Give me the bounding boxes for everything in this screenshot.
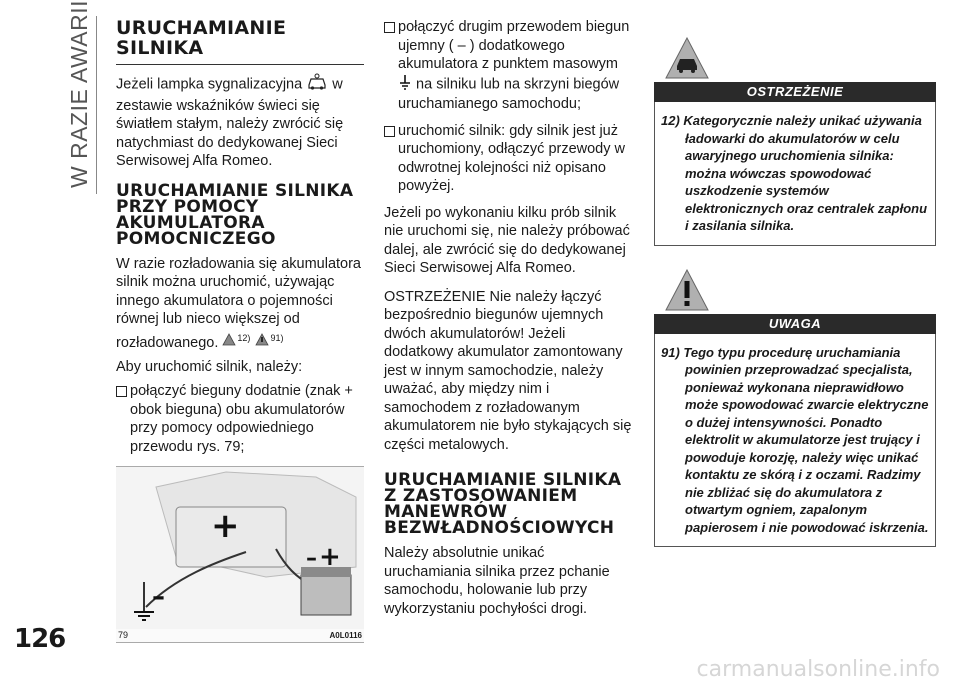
car-warning-triangle-icon	[664, 67, 710, 84]
warning-number: 12)	[661, 113, 680, 128]
step-connect-positive	[116, 382, 364, 456]
step-text: połączyć bieguny dodatnie (znak + obok bieguna) obu akumulatorów przy pomocy odpowiedniego przewodu rys. 79;	[130, 383, 353, 455]
caution-sign	[654, 268, 936, 314]
checkbox-bullet-icon	[384, 22, 395, 33]
reference-91: 91)	[270, 332, 284, 343]
heading-engine-start: URUCHAMIANIE SILNIKA	[116, 17, 287, 59]
svg-text:+: +	[319, 542, 341, 573]
svg-text:+: +	[211, 506, 240, 547]
car-warning-triangle-icon	[222, 333, 236, 352]
step-start-engine	[384, 122, 634, 196]
warning-sign	[654, 36, 936, 82]
ground-symbol-icon	[398, 74, 412, 96]
car-key-warning-icon	[306, 73, 328, 97]
caution-triangle-icon	[255, 333, 269, 352]
column-2	[384, 18, 634, 624]
warning-text: Kategorycznie należy unikać używania ładowarki do akumulatorów w celu awaryjnego uruchomienia silnika: można wówczas spowodować uszkodzenie systemów elektronicznych oraz centralek zapłonu i zasilania silnika.	[683, 113, 928, 233]
paragraph-text: w zestawie wskaźników świeci się światłem stałym, należy zwrócić się natychmiast do dedykowanej Sieci Serwisowej Alfa Romeo.	[116, 76, 344, 169]
warning-item	[661, 112, 929, 235]
caution-item	[661, 344, 929, 537]
step-text: na silniku lub na skrzyni biegów uruchamianego samochodu;	[398, 76, 620, 112]
paragraph-steps-intro: Aby uruchomić silnik, należy:	[116, 358, 303, 375]
reference-12: 12)	[237, 332, 251, 343]
caution-number: 91)	[661, 344, 680, 360]
heading-jump-start: URUCHAMIANIE SILNIKA PRZY POMOCY AKUMULATORA POMOCNICZEGO	[116, 180, 354, 249]
svg-text:–: –	[306, 546, 317, 572]
svg-text:–: –	[152, 582, 165, 613]
paragraph-text: Jeżeli lampka sygnalizacyjna	[116, 76, 303, 93]
step-connect-negative	[384, 18, 634, 114]
column-3	[654, 36, 936, 547]
caution-text: Tego typu procedurę uruchamiania powinien przeprowadzać specjalista, ponieważ wykonana nieprawidłowo może spowodować zwarcie elektryczne o dużej intensywności. Ponadto elektrolit w akumulatorze jest trujący i powoduje korozję, należy więc unikać kontaktu ze skórą i z oczami. Radzimy nie zbliżać się do akumulatora z otwartym ogniem, zapalonym papierosem i nie powodować iskrzenia.	[683, 344, 929, 535]
heading-rule	[116, 64, 364, 65]
page-number: 126	[14, 624, 66, 654]
heading-push-start: URUCHAMIANIE SILNIKA Z ZASTOSOWANIEM MANEWRÓW BEZWŁADNOŚCIOWYCH	[384, 470, 622, 538]
caution-triangle-icon	[664, 299, 710, 316]
paragraph-warning-negative: OSTRZEŻENIE Nie należy łączyć bezpośrednio biegunów ujemnych dwóch akumulatorów! Jeżeli dodatkowy akumulator zamontowany jest w innym samochodzie, należy uważać, aby między nim i samochodem z rozładowanym akumulatorem nie było stykających się części metalowych.	[384, 288, 632, 453]
section-side-title: W RAZIE AWARII	[66, 0, 92, 188]
battery-illustration	[116, 467, 364, 629]
paragraph-failed-attempts: Jeżeli po wykonaniu kilku prób silnik nie uruchomi się, nie należy próbować dalej, ale zwrócić się do dedykowanej Sieci Serwisowej Alfa Romeo.	[384, 204, 630, 276]
paragraph-warning-lamp	[116, 73, 364, 171]
watermark: carmanualsonline.info	[696, 657, 940, 682]
checkbox-bullet-icon	[116, 386, 127, 397]
figure-jump-start	[116, 466, 364, 643]
warning-box-title: OSTRZEŻENIE	[654, 82, 936, 102]
figure-number: 79	[118, 630, 129, 641]
caution-box	[654, 334, 936, 548]
caution-box-title: UWAGA	[654, 314, 936, 334]
checkbox-bullet-icon	[384, 126, 395, 137]
step-text: połączyć drugim przewodem biegun ujemny ( – ) dodatkowego akumulatora z punktem masowym	[398, 19, 630, 72]
paragraph-push-start: Należy absolutnie unikać uruchamiania silnika przez pchanie samochodu, holowanie lub przy wykorzystaniu pochyłości drogi.	[384, 545, 610, 617]
figure-code: A0L0116	[329, 631, 362, 641]
step-text: uruchomić silnik: gdy silnik jest już uruchomiony, odłączyć przewody w odwrotnej kolejności niż opisano powyżej.	[398, 122, 625, 194]
paragraph-jump-start	[116, 255, 364, 352]
column-1	[116, 18, 364, 643]
warning-box	[654, 102, 936, 246]
paragraph-text: W razie rozładowania się akumulatora silnik można uruchomić, używając innego akumulatora o pojemności równej lub nieco większej od rozładowanego.	[116, 255, 361, 351]
